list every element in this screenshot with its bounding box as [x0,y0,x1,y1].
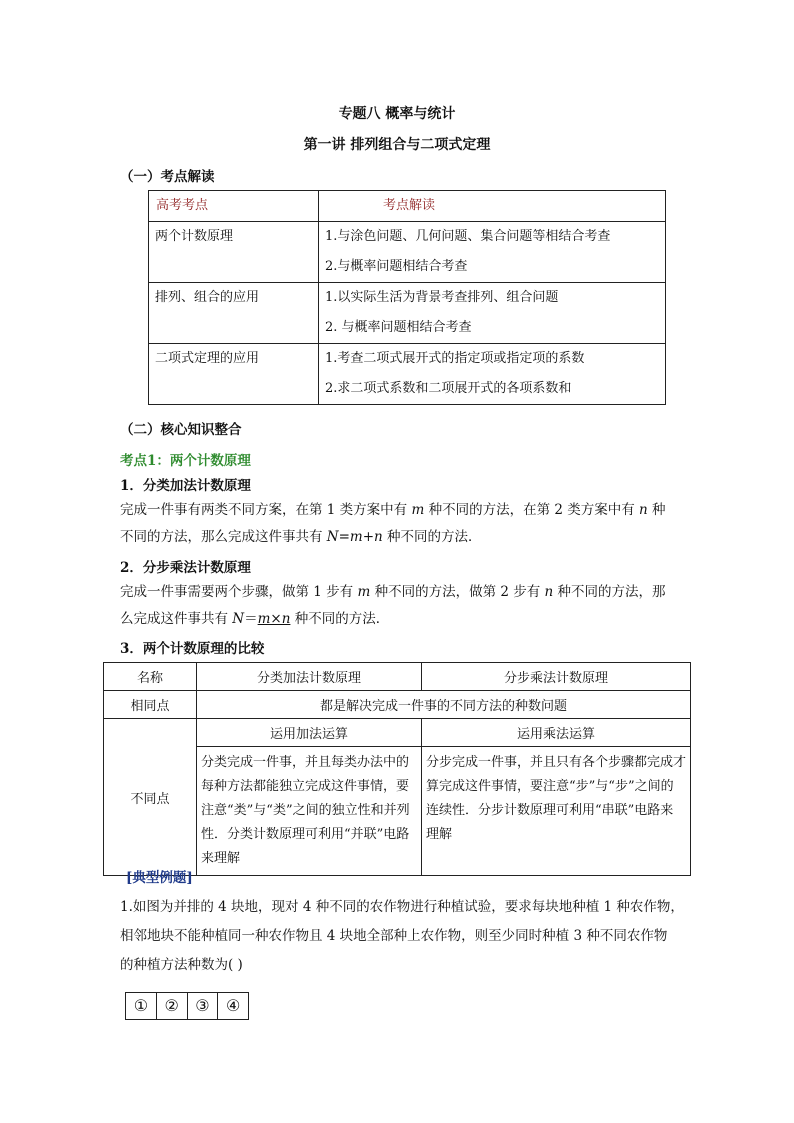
topic-cell: 排列、组合的应用 [149,283,319,344]
text-span: 种不同的方法，在第 2 类方案中有 [424,502,640,518]
interpretation-item: 1.以实际生活为背景考查排列、组合问题 [325,290,559,305]
diff-operation-multiplication: 运用乘法运算 [422,719,691,747]
text-span: 么完成这件事共有 [120,611,233,627]
interpretation-item: 1.考查二项式展开式的指定项或指定项的系数 [325,351,585,366]
variable-m: m [411,502,425,518]
text-span: 种不同的方法，那 [553,584,666,600]
subheading-addition-principle: 1．分类加法计数原理 [120,478,251,494]
plot-cell: ② [157,993,188,1019]
text-span: 完成一件事需要两个步骤，做第 1 步有 [120,584,358,600]
row-label-different: 不同点 [104,719,197,876]
interpretation-item: 2. 与概率问题相结合考查 [325,320,472,335]
text-span: 种不同的方法． [290,611,390,627]
header-cell-interpretation: 考点解读 [319,191,666,222]
example-line: 1.如图为并排的 4 块地，现对 4 种不同的农作物进行种植试验，要求每块地种植 1 种农作物， [120,899,684,915]
lesson-title: 第一讲 排列组合与二项式定理 [303,137,491,153]
interpretation-cell [319,344,666,405]
example-line: 的种植方法种数为( ) [120,957,243,973]
plot-cell: ③ [188,993,219,1019]
table-row [149,344,666,405]
paragraph-addition-principle [120,497,680,551]
key-point-heading: 考点1：两个计数原理 [120,453,251,469]
topic-cell: 两个计数原理 [149,222,319,283]
same-point-text: 都是解决完成一件事的不同方法的种数问题 [197,691,691,719]
comparison-table [103,662,691,876]
topic-cell: 二项式定理的应用 [149,344,319,405]
section-heading-core-knowledge: （二）核心知识整合 [120,422,242,438]
subheading-multiplication-principle: 2．分步乘法计数原理 [120,560,251,576]
section-heading-exam-points: （一）考点解读 [120,169,215,185]
variable-n: n [544,584,554,600]
header-cell-multiplication: 分步乘法计数原理 [422,663,691,691]
header-cell-name: 名称 [104,663,197,691]
diff-description-multiplication: 分步完成一件事，并且只有各个步骤都完成才算完成这件事情，要注意“步”与“步”之间的连续性．分步计数原理可利用“串联”电路来理解 [422,747,691,876]
variable-n: n [639,502,648,518]
table-row-diff-ops [104,719,691,747]
table-header-row [149,191,666,222]
interpretation-item: 2.求二项式系数和二项展开式的各项系数和 [325,381,572,396]
diff-description-addition: 分类完成一件事，并且每类办法中的每种方法都能独立完成这件事情，要注意“类”与“类”之间的独立性和并列性．分类计数原理可利用“并联”电路来理解 [197,747,422,876]
subheading-comparison: 3．两个计数原理的比较 [120,641,265,657]
example-1 [120,893,690,980]
plot-cell: ④ [225,996,241,1015]
table-row-same [104,691,691,719]
diff-operation-addition: 运用加法运算 [197,719,422,747]
interpretation-item: 1.与涂色问题、几何问题、集合问题等相结合考查 [325,229,611,244]
formula-product: m×n [257,611,291,627]
typical-examples-heading: [典型例题] [126,870,193,886]
row-label-same: 相同点 [104,691,197,719]
formula-equals: ＝ [244,611,258,627]
table-row [149,222,666,283]
text-span: 不同的方法，那么完成这件事共有 [120,529,327,545]
formula-n: N [232,611,245,627]
text-span: 种不同的方法． [382,529,482,545]
example-line: 相邻地块不能种植同一种农作物且 4 块地全部种上农作物，则至少同时种植 3 种不同农作物 [120,928,668,944]
text-span: 种不同的方法，做第 2 步有 [370,584,545,600]
chapter-title: 专题八 概率与统计 [338,106,456,122]
table-header-row [104,663,691,691]
paragraph-line [120,606,680,633]
text-span: 种 [647,502,666,518]
table-row [149,283,666,344]
header-cell-addition: 分类加法计数原理 [197,663,422,691]
exam-points-table [148,190,666,405]
paragraph-line [120,579,680,606]
header-cell-topic: 高考考点 [149,191,319,222]
interpretation-item: 2.与概率问题相结合考查 [325,259,468,274]
text-span: 完成一件事有两类不同方案，在第 1 类方案中有 [120,502,412,518]
paragraph-multiplication-principle [120,579,680,633]
paragraph-line [120,524,680,551]
plot-cell: ① [126,993,157,1019]
paragraph-line [120,497,680,524]
variable-m: m [357,584,371,600]
interpretation-cell [319,283,666,344]
interpretation-cell [319,222,666,283]
plots-diagram [125,992,249,1020]
formula-sum: N=m+n [326,529,383,545]
